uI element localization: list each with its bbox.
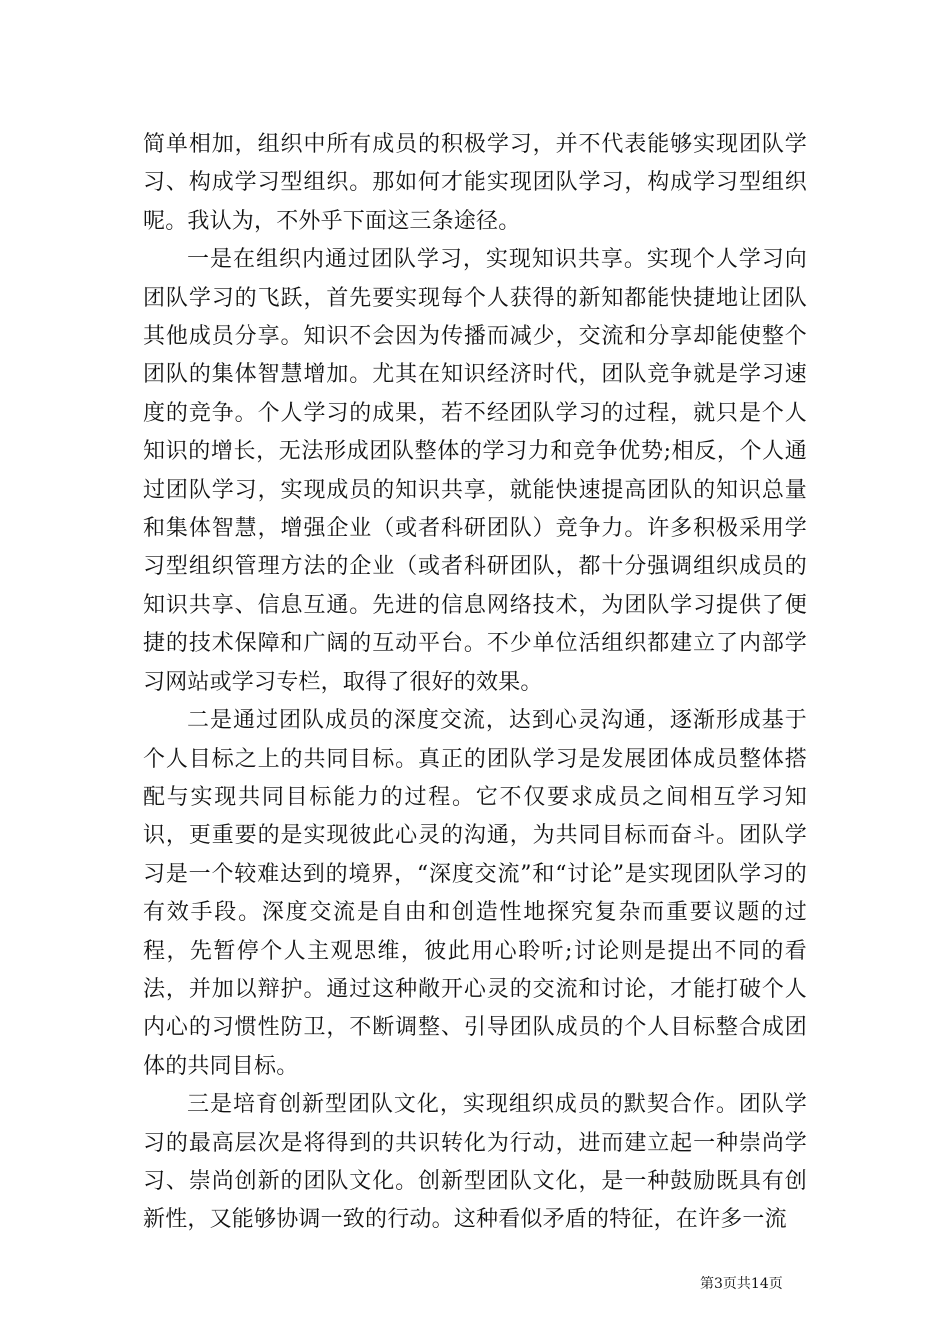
paragraph-deep-communication: 二是通过团队成员的深度交流，达到心灵沟通，逐渐形成基于个人目标之上的共同目标。真正的团队学习是发展团体成员整体搭配与实现共同目标能力的过程。它不仅要求成员之间相互学习知识，更重要的是实现彼此心灵的沟通，为共同目标而奋斗。团队学习是一个较难达到的境界，“深度交流”和“讨论”是实现团队学习的有效手段。深度交流是自由和创造性地探究复杂而重要议题的过程，先暂停个人主观思维，彼此用心聆听;讨论则是提出不同的看法，并加以辩护。通过这种敞开心灵的交流和讨论，才能打破个人内心的习惯性防卫，不断调整、引导团队成员的个人目标整合成团体的共同目标。 (143, 708, 807, 1079)
page-number-footer: 第3页共14页 (700, 1276, 783, 1292)
paragraph-knowledge-sharing: 一是在组织内通过团队学习，实现知识共享。实现个人学习向团队学习的飞跃，首先要实现每个人获得的新知都能快捷地让团队其他成员分享。知识不会因为传播而减少，交流和分享却能使整个团队的集体智慧增加。尤其在知识经济时代，团队竞争就是学习速度的竞争。个人学习的成果，若不经团队学习的过程，就只是个人知识的增长，无法形成团队整体的学习力和竞争优势;相反，个人通过团队学习，实现成员的知识共享，就能快速提高团队的知识总量和集体智慧，增强企业（或者科研团队）竞争力。许多积极采用学习型组织管理方法的企业（或者科研团队，都十分强调组织成员的知识共享、信息互通。先进的信息网络技术，为团队学习提供了便捷的技术保障和广阔的互动平台。不少单位活组织都建立了内部学习网站或学习专栏，取得了很好的效果。 (143, 247, 807, 695)
body-text (143, 126, 807, 1240)
paragraph-intro: 简单相加，组织中所有成员的积极学习，并不代表能够实现团队学习、构成学习型组织。那如何才能实现团队学习，构成学习型组织呢。我认为，不外乎下面这三条途径。 (143, 132, 807, 234)
paragraph-team-culture: 三是培育创新型团队文化，实现组织成员的默契合作。团队学习的最高层次是将得到的共识转化为行动，进而建立起一种崇尚学习、崇尚创新的团队文化。创新型团队文化，是一种鼓励既具有创新性，又能够协调一致的行动。这种看似矛盾的特征，在许多一流 (143, 1092, 807, 1233)
